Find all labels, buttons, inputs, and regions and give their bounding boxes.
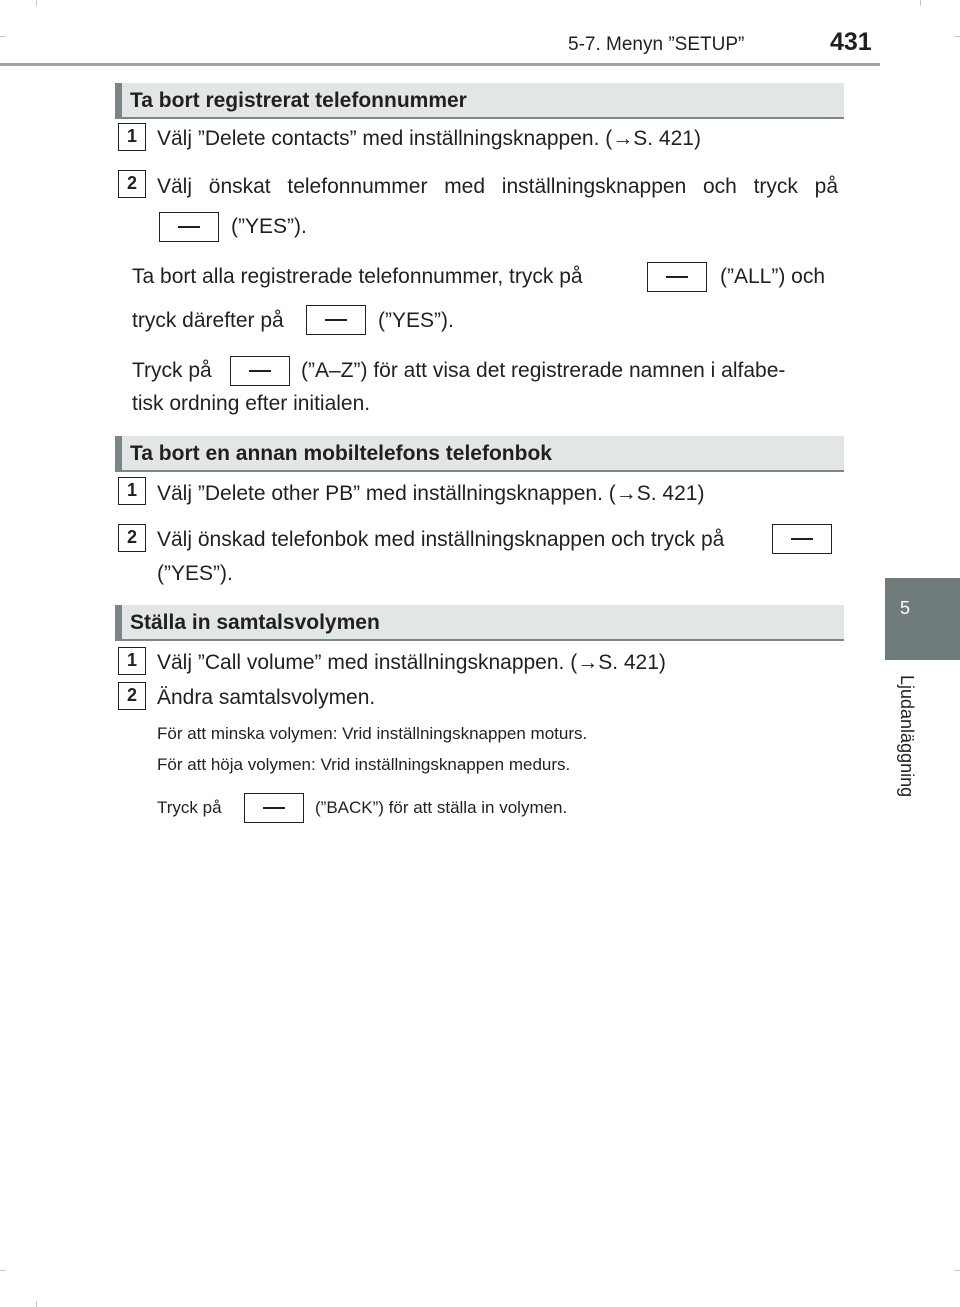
- step-number-badge: 1: [118, 647, 146, 675]
- screen-button-icon: [244, 793, 304, 823]
- crop-mark: [36, 0, 37, 6]
- note-text: tryck därefter på: [132, 309, 284, 332]
- word: tryck: [753, 175, 798, 198]
- word: önskat: [208, 175, 271, 198]
- note-text: För att minska volymen: Vrid inställningsknappen moturs.: [157, 724, 588, 743]
- screen-button-icon: [306, 305, 366, 335]
- section-title: Ställa in samtalsvolymen: [130, 611, 380, 634]
- section-heading: [115, 436, 844, 472]
- crop-mark: [954, 36, 960, 37]
- header-rule: [0, 63, 880, 66]
- step-text: Välj önskad telefonbok med inställningsknappen och tryck på: [157, 528, 725, 551]
- screen-button-icon: [159, 212, 219, 242]
- section-heading: [115, 605, 844, 641]
- note-text: (”YES”).: [378, 309, 454, 332]
- note-text: (”A–Z”) för att visa det registrerade namnen i alfabe-: [301, 359, 786, 382]
- word: med: [444, 175, 486, 198]
- word: på: [814, 175, 838, 198]
- note-text: För att höja volymen: Vrid inställningsknappen medurs.: [157, 755, 571, 774]
- page-number: 431: [830, 28, 872, 56]
- step-number-badge: 2: [118, 682, 146, 710]
- note-text: (”ALL”) och: [720, 265, 826, 288]
- crop-mark: [920, 0, 921, 6]
- crop-mark: [954, 1270, 960, 1271]
- note-text: Tryck på: [157, 798, 222, 817]
- step-number-badge: 2: [118, 170, 146, 198]
- crop-mark: [36, 1301, 37, 1307]
- crop-mark: [0, 1270, 6, 1271]
- step-text: Ändra samtalsvolymen.: [157, 686, 376, 709]
- note-text: tisk ordning efter initialen.: [132, 392, 371, 415]
- word: Välj: [157, 175, 193, 198]
- section-heading-bar: [115, 605, 122, 639]
- word: inställningsknappen: [501, 175, 687, 198]
- step-number-badge: 1: [118, 477, 146, 505]
- step-number-badge: 2: [118, 524, 146, 552]
- section-heading-bar: [115, 436, 122, 470]
- step-text: Välj ”Delete contacts” med inställningsknappen. (→S. 421): [157, 127, 701, 150]
- step-text: (”YES”).: [157, 562, 233, 585]
- step-text: Välj ”Call volume” med inställningsknappen. (→S. 421): [157, 651, 666, 674]
- note-text: (”BACK”) för att ställa in volymen.: [315, 798, 568, 817]
- crop-mark: [0, 36, 6, 37]
- section-heading-bar: [115, 83, 122, 117]
- note-text: Ta bort alla registrerade telefonnummer, tryck på: [132, 265, 583, 288]
- word: telefonnummer: [287, 175, 428, 198]
- chapter-tab-number: 5: [899, 598, 910, 618]
- chapter-tab: [885, 578, 960, 660]
- step-text: (”YES”).: [231, 215, 307, 238]
- section-title: Ta bort registrerat telefonnummer: [130, 89, 467, 112]
- step-number-badge: 1: [118, 123, 146, 151]
- step-text: Välj ”Delete other PB” med inställningsknappen. (→S. 421): [157, 482, 705, 505]
- step-text: [157, 174, 838, 200]
- chapter-tab-label: Ljudanläggning: [897, 675, 917, 798]
- screen-button-icon: [772, 524, 832, 554]
- word: och: [702, 175, 737, 198]
- note-text: Tryck på: [132, 359, 212, 382]
- chapter-title: 5-7. Menyn ”SETUP”: [568, 34, 745, 55]
- screen-button-icon: [230, 356, 290, 386]
- screen-button-icon: [647, 262, 707, 292]
- section-title: Ta bort en annan mobiltelefons telefonbok: [130, 442, 552, 465]
- section-heading: [115, 83, 844, 119]
